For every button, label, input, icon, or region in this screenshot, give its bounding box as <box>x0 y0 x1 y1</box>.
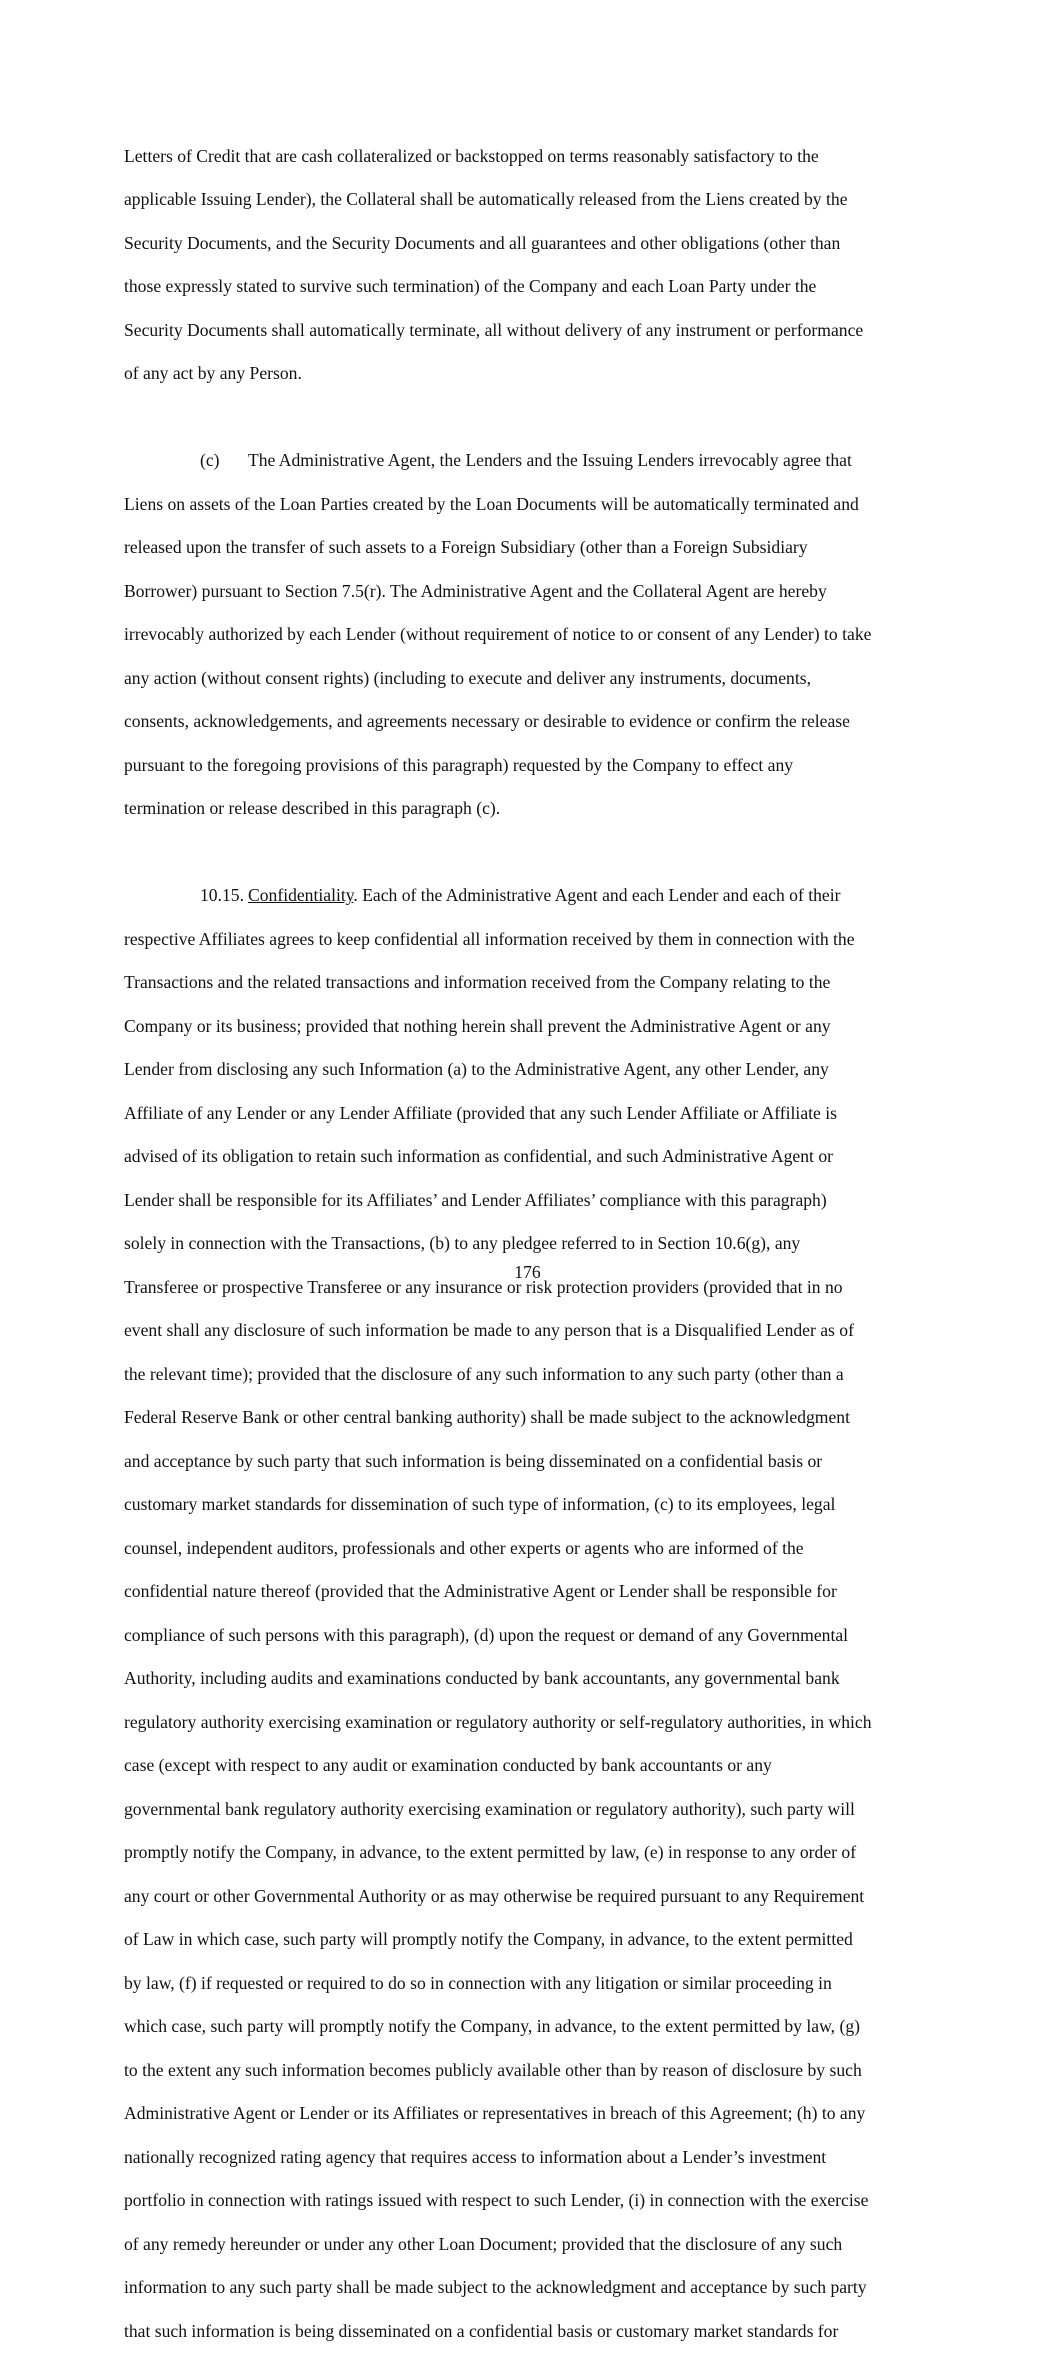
text-line: event shall any disclosure of such information be made to any person that is a Disqualified Lender as of <box>124 1320 936 1342</box>
text-line: to the extent any such information becomes publicly available other than by reason of disclosure by such <box>124 2060 936 2082</box>
text-line: and acceptance by such party that such information is being disseminated on a confidential basis or <box>124 1451 936 1473</box>
text-line: Security Documents, and the Security Documents and all guarantees and other obligations (other than <box>124 233 936 255</box>
text-line: termination or release described in this paragraph (c). <box>124 798 936 820</box>
text-line: compliance of such persons with this paragraph), (d) upon the request or demand of any Governmental <box>124 1625 936 1647</box>
text-line: case (except with respect to any audit or examination conducted by bank accountants or any <box>124 1755 936 1777</box>
text-line: Administrative Agent or Lender or its Affiliates or representatives in breach of this Agreement; (h) to any <box>124 2103 936 2125</box>
text-line: portfolio in connection with ratings issued with respect to such Lender, (i) in connection with the exercise <box>124 2190 936 2212</box>
text-line: Company or its business; provided that nothing herein shall prevent the Administrative Agent or any <box>124 1016 936 1038</box>
text-line: Security Documents shall automatically terminate, all without delivery of any instrument or performance <box>124 320 936 342</box>
text-line: Authority, including audits and examinations conducted by bank accountants, any governmental bank <box>124 1668 936 1690</box>
document-page <box>124 124 936 2364</box>
section-10-15-first-line <box>124 885 936 907</box>
text-line: advised of its obligation to retain such information as confidential, and such Administrative Agent or <box>124 1146 936 1168</box>
text-line: Transactions and the related transactions and information received from the Company relating to the <box>124 972 936 994</box>
paragraph-spacer <box>124 842 936 864</box>
text-line: irrevocably authorized by each Lender (without requirement of notice to or consent of any Lender) to take <box>124 624 936 646</box>
text-line: Liens on assets of the Loan Parties created by the Loan Documents will be automatically terminated and <box>124 494 936 516</box>
text-line: Borrower) pursuant to Section 7.5(r). The Administrative Agent and the Collateral Agent are hereby <box>124 581 936 603</box>
text-line: nationally recognized rating agency that requires access to information about a Lender’s investment <box>124 2147 936 2169</box>
text-line: of any remedy hereunder or under any other Loan Document; provided that the disclosure of any such <box>124 2234 936 2256</box>
text-line: consents, acknowledgements, and agreements necessary or desirable to evidence or confirm the release <box>124 711 936 733</box>
text-line: pursuant to the foregoing provisions of this paragraph) requested by the Company to effect any <box>124 755 936 777</box>
paragraph-c-first-line <box>124 450 936 472</box>
text-line: Affiliate of any Lender or any Lender Affiliate (provided that any such Lender Affiliate or Affiliate is <box>124 1103 936 1125</box>
text-line: any court or other Governmental Authority or as may otherwise be required pursuant to any Requirement <box>124 1886 936 1908</box>
text-line: counsel, independent auditors, professionals and other experts or agents who are informed of the <box>124 1538 936 1560</box>
text-line: any action (without consent rights) (including to execute and deliver any instruments, documents, <box>124 668 936 690</box>
text-line: customary market standards for dissemination of such type of information, (c) to its employees, legal <box>124 1494 936 1516</box>
text-line: applicable Issuing Lender), the Collateral shall be automatically released from the Liens created by the <box>124 189 936 211</box>
text-line: which case, such party will promptly notify the Company, in advance, to the extent permitted by law, (g) <box>124 2016 936 2038</box>
text-line: The Administrative Agent, the Lenders and the Issuing Lenders irrevocably agree that <box>248 450 852 470</box>
paragraph-spacer <box>124 407 936 429</box>
text-line: solely in connection with the Transactions, (b) to any pledgee referred to in Section 10.6(g), any <box>124 1233 936 1255</box>
text-line: promptly notify the Company, in advance, to the extent permitted by law, (e) in response to any order of <box>124 1842 936 1864</box>
section-10-15 <box>124 864 936 2364</box>
page-number: 176 <box>0 1262 1055 1283</box>
text-line: Lender shall be responsible for its Affiliates’ and Lender Affiliates’ compliance with this paragraph) <box>124 1190 936 1212</box>
text-line: the relevant time); provided that the disclosure of any such information to any such party (other than a <box>124 1364 936 1386</box>
text-line: that such information is being disseminated on a confidential basis or customary market standards for <box>124 2321 936 2343</box>
section-number: 10.15. <box>200 885 248 907</box>
text-line: regulatory authority exercising examination or regulatory authority or self-regulatory authorities, in which <box>124 1712 936 1734</box>
text-line: by law, (f) if requested or required to do so in connection with any litigation or similar proceeding in <box>124 1973 936 1995</box>
paragraph-continuation <box>124 124 936 407</box>
text-line: those expressly stated to survive such termination) of the Company and each Loan Party under the <box>124 276 936 298</box>
text-line: Transferee or prospective Transferee or any insurance or risk protection providers (provided that in no <box>124 1277 936 1299</box>
section-heading: Confidentiality <box>248 885 353 905</box>
paragraph-c-marker: (c) <box>200 450 248 472</box>
text-line: of any act by any Person. <box>124 363 936 385</box>
text-line: released upon the transfer of such assets to a Foreign Subsidiary (other than a Foreign Subsidiary <box>124 537 936 559</box>
text-line: Letters of Credit that are cash collateralized or backstopped on terms reasonably satisfactory to the <box>124 146 936 168</box>
text-line: of Law in which case, such party will promptly notify the Company, in advance, to the extent permitted <box>124 1929 936 1951</box>
text-line: respective Affiliates agrees to keep confidential all information received by them in connection with the <box>124 929 936 951</box>
text-line: information to any such party shall be made subject to the acknowledgment and acceptance by such party <box>124 2277 936 2299</box>
text-line: Federal Reserve Bank or other central banking authority) shall be made subject to the acknowledgment <box>124 1407 936 1429</box>
text-line: . Each of the Administrative Agent and each Lender and each of their <box>353 885 840 905</box>
text-line: Lender from disclosing any such Information (a) to the Administrative Agent, any other Lender, any <box>124 1059 936 1081</box>
text-line: governmental bank regulatory authority exercising examination or regulatory authority), such party will <box>124 1799 936 1821</box>
paragraph-c <box>124 429 936 842</box>
text-line: confidential nature thereof (provided that the Administrative Agent or Lender shall be responsible for <box>124 1581 936 1603</box>
